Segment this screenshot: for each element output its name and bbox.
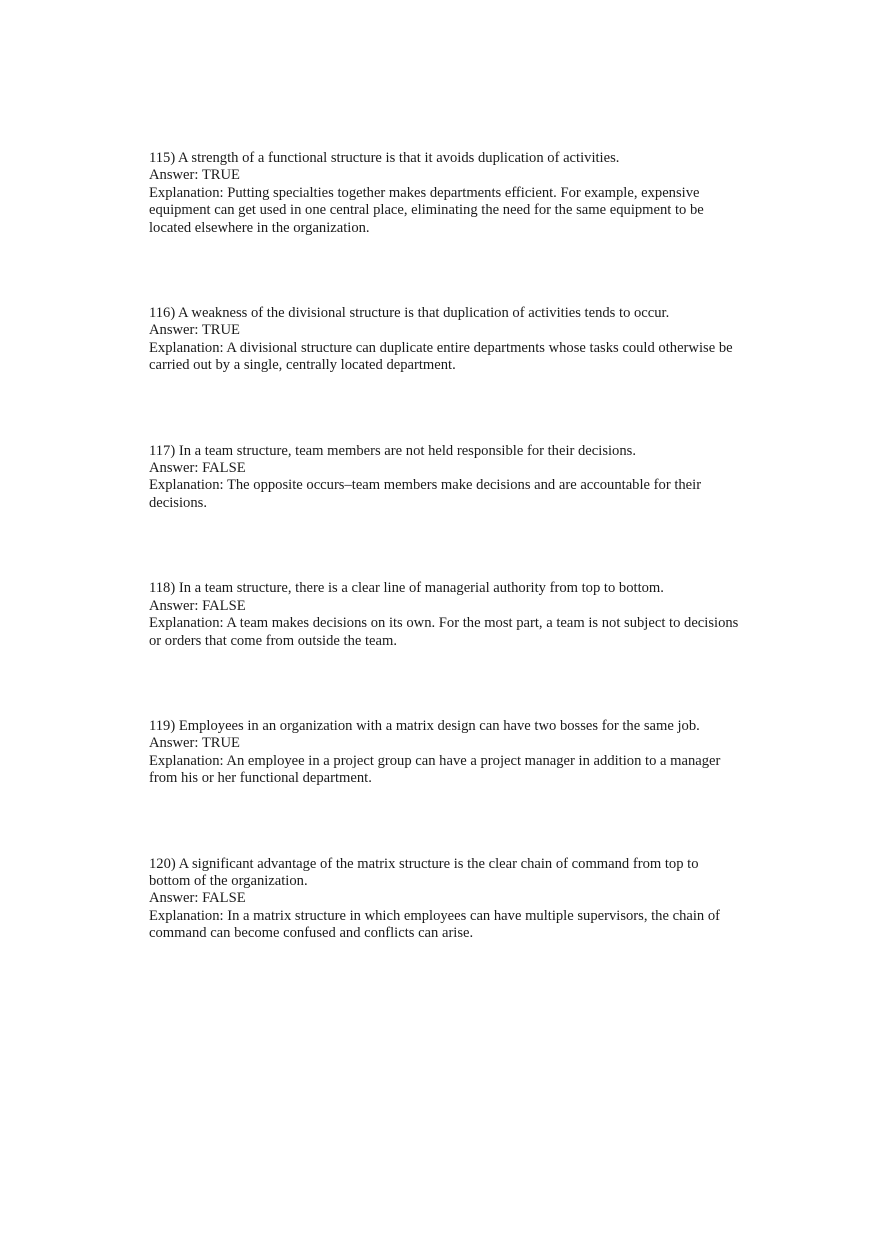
question-explanation: Explanation: In a matrix structure in which employees can have multiple supervisors, the chain of command can become confused and conflicts can arise. <box>149 907 721 942</box>
question-stem: 116) A weakness of the divisional structure is that duplication of activities tends to occur. <box>149 305 670 322</box>
question-list <box>149 150 739 1011</box>
question-stem: 119) Employees in an organization with a matrix design can have two bosses for the same job. <box>149 717 700 734</box>
question-item <box>149 150 739 237</box>
question-stem: 115) A strength of a functional structure is that it avoids duplication of activities. <box>149 150 620 166</box>
question-item <box>149 580 739 650</box>
question-item <box>149 305 739 375</box>
question-explanation: Explanation: A divisional structure can duplicate entire departments whose tasks could otherwise be carried out by a single, centrally located department. <box>149 339 733 374</box>
question-stem: 118) In a team structure, there is a clear line of managerial authority from top to bottom. <box>149 580 664 597</box>
question-explanation: Explanation: An employee in a project group can have a project manager in addition to a manager from his or her functional department. <box>149 752 721 787</box>
question-stem: 117) In a team structure, team members are not held responsible for their decisions. <box>149 442 636 459</box>
question-item <box>149 856 739 943</box>
question-answer: Answer: FALSE <box>149 460 246 477</box>
question-answer: Answer: FALSE <box>149 890 246 907</box>
question-answer: Answer: FALSE <box>149 597 246 614</box>
question-explanation: Explanation: Putting specialties together makes departments efficient. For example, expensive equipment can get used in one central place, eliminating the need for the same equipment to be located elsewhere in the organization. <box>149 184 704 236</box>
question-answer: Answer: TRUE <box>149 735 240 752</box>
question-explanation: Explanation: A team makes decisions on its own. For the most part, a team is not subject to decisions or orders that come from outside the team. <box>149 615 739 649</box>
question-answer: Answer: TRUE <box>149 322 240 339</box>
question-stem: 120) A significant advantage of the matrix structure is the clear chain of command from top to bottom of the organization. <box>149 855 699 889</box>
question-item <box>149 718 739 788</box>
question-item <box>149 443 739 513</box>
question-explanation: Explanation: The opposite occurs–team members make decisions and are accountable for their decisions. <box>149 477 702 511</box>
question-answer: Answer: TRUE <box>149 167 240 184</box>
